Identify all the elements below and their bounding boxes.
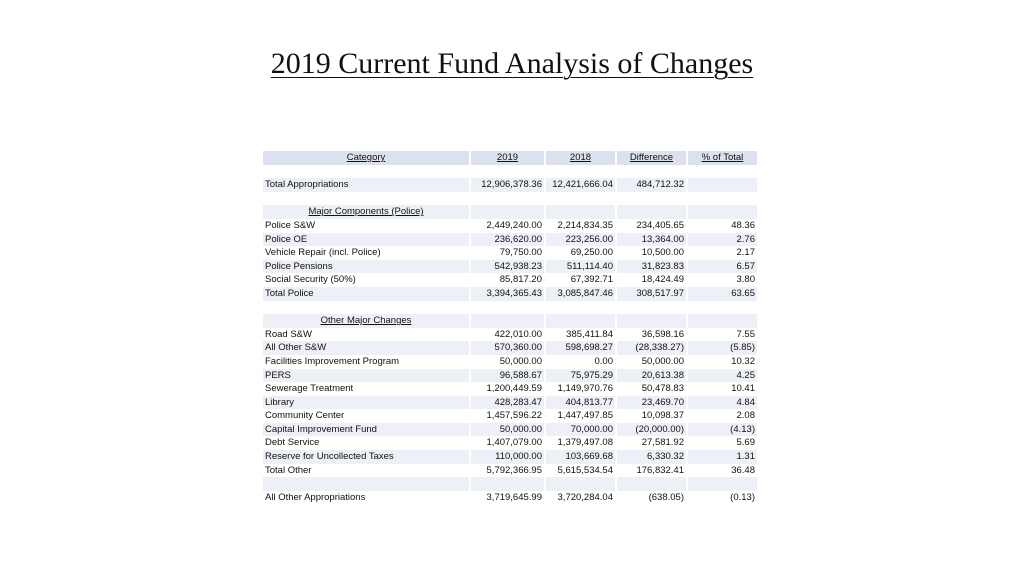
value-pct: 5.69 bbox=[688, 436, 759, 450]
fund-analysis-table bbox=[263, 151, 759, 504]
spacer-row bbox=[263, 301, 759, 315]
value-pct: 2.76 bbox=[688, 233, 759, 247]
value-2019: 50,000.00 bbox=[471, 355, 546, 369]
value-2019: 570,360.00 bbox=[471, 341, 546, 355]
value-difference: 13,364.00 bbox=[617, 233, 688, 247]
value-2019: 236,620.00 bbox=[471, 233, 546, 247]
value-difference: (20,000.00) bbox=[617, 423, 688, 437]
value-difference: 23,469.70 bbox=[617, 396, 688, 410]
header-row bbox=[263, 151, 759, 165]
row-label: Social Security (50%) bbox=[263, 273, 471, 287]
value-2019: 3,394,365.43 bbox=[471, 287, 546, 301]
value-difference: (638.05) bbox=[617, 491, 688, 505]
value-2018: 223,256.00 bbox=[546, 233, 617, 247]
row-label: Sewerage Treatment bbox=[263, 382, 471, 396]
value-pct: 3.80 bbox=[688, 273, 759, 287]
table-row bbox=[263, 423, 759, 437]
row-label: Road S&W bbox=[263, 328, 471, 342]
table-row bbox=[263, 273, 759, 287]
value-2018: 1,149,970.76 bbox=[546, 382, 617, 396]
header-difference: Difference bbox=[617, 151, 688, 165]
value-2018: 67,392.71 bbox=[546, 273, 617, 287]
table-row bbox=[263, 436, 759, 450]
page-title bbox=[0, 44, 1024, 84]
police-section-heading-row bbox=[263, 205, 759, 219]
row-label: Police OE bbox=[263, 233, 471, 247]
value-pct: (4.13) bbox=[688, 423, 759, 437]
value-difference: 10,098.37 bbox=[617, 409, 688, 423]
value-2018: 5,615,534.54 bbox=[546, 464, 617, 478]
row-label: All Other S&W bbox=[263, 341, 471, 355]
value-difference: 20,613.38 bbox=[617, 369, 688, 383]
table-row bbox=[263, 369, 759, 383]
row-label: Vehicle Repair (incl. Police) bbox=[263, 246, 471, 260]
spacer-row bbox=[263, 192, 759, 206]
table-row bbox=[263, 328, 759, 342]
value-2019: 12,906,378.36 bbox=[471, 178, 546, 192]
page-title-text: 2019 Current Fund Analysis of Changes bbox=[270, 47, 754, 80]
value-pct: 36.48 bbox=[688, 464, 759, 478]
value-2019: 1,200,449.59 bbox=[471, 382, 546, 396]
value-2018: 12,421,666.04 bbox=[546, 178, 617, 192]
header-pct-total: % of Total bbox=[688, 151, 759, 165]
value-difference: 10,500.00 bbox=[617, 246, 688, 260]
row-label: Debt Service bbox=[263, 436, 471, 450]
section-heading-row bbox=[263, 314, 759, 328]
row-label: Police Pensions bbox=[263, 260, 471, 274]
spacer-row bbox=[263, 165, 759, 179]
value-difference: 50,478.83 bbox=[617, 382, 688, 396]
value-2019: 542,938.23 bbox=[471, 260, 546, 274]
value-pct: 10.41 bbox=[688, 382, 759, 396]
value-difference: (28,338.27) bbox=[617, 341, 688, 355]
value-pct: 48.36 bbox=[688, 219, 759, 233]
row-label: Total Police bbox=[263, 287, 471, 301]
row-label: All Other Appropriations bbox=[263, 491, 471, 505]
value-2019: 1,407,079.00 bbox=[471, 436, 546, 450]
value-pct: 7.55 bbox=[688, 328, 759, 342]
value-difference: 484,712.32 bbox=[617, 178, 688, 192]
value-2018: 69,250.00 bbox=[546, 246, 617, 260]
table-row bbox=[263, 396, 759, 410]
table-row bbox=[263, 219, 759, 233]
table-row bbox=[263, 464, 759, 478]
value-2018: 598,698.27 bbox=[546, 341, 617, 355]
table-row bbox=[263, 233, 759, 247]
value-difference: 36,598.16 bbox=[617, 328, 688, 342]
value-2018: 404,813.77 bbox=[546, 396, 617, 410]
spacer-row bbox=[263, 477, 759, 491]
header-2019: 2019 bbox=[471, 151, 546, 165]
value-2018: 511,114.40 bbox=[546, 260, 617, 274]
value-difference: 308,517.97 bbox=[617, 287, 688, 301]
value-2019: 96,588.67 bbox=[471, 369, 546, 383]
value-2018: 2,214,834.35 bbox=[546, 219, 617, 233]
value-2018: 1,447,497.85 bbox=[546, 409, 617, 423]
value-2019: 79,750.00 bbox=[471, 246, 546, 260]
row-label: Facilities Improvement Program bbox=[263, 355, 471, 369]
value-2019: 110,000.00 bbox=[471, 450, 546, 464]
value-pct: 10.32 bbox=[688, 355, 759, 369]
value-difference: 27,581.92 bbox=[617, 436, 688, 450]
value-2018: 103,669.68 bbox=[546, 450, 617, 464]
table-row bbox=[263, 355, 759, 369]
value-2019: 2,449,240.00 bbox=[471, 219, 546, 233]
table-row bbox=[263, 287, 759, 301]
value-pct: 2.17 bbox=[688, 246, 759, 260]
row-label: Community Center bbox=[263, 409, 471, 423]
value-2019: 1,457,596.22 bbox=[471, 409, 546, 423]
section-heading: Other Major Changes bbox=[263, 314, 471, 328]
header-2018: 2018 bbox=[546, 151, 617, 165]
value-2018: 385,411.84 bbox=[546, 328, 617, 342]
value-pct: 6.57 bbox=[688, 260, 759, 274]
section-heading: Major Components (Police) bbox=[263, 205, 471, 219]
row-label: Capital Improvement Fund bbox=[263, 423, 471, 437]
value-2018: 75,975.29 bbox=[546, 369, 617, 383]
value-2019: 50,000.00 bbox=[471, 423, 546, 437]
value-2019: 3,719,645.99 bbox=[471, 491, 546, 505]
value-2018: 70,000.00 bbox=[546, 423, 617, 437]
value-pct: 4.25 bbox=[688, 369, 759, 383]
table-row bbox=[263, 260, 759, 274]
table-row bbox=[263, 341, 759, 355]
table-row bbox=[263, 491, 759, 505]
value-difference: 31,823.83 bbox=[617, 260, 688, 274]
table-row bbox=[263, 409, 759, 423]
header-category: Category bbox=[263, 151, 471, 165]
row-label: Total Appropriations bbox=[263, 178, 471, 192]
value-difference: 234,405.65 bbox=[617, 219, 688, 233]
value-2018: 3,720,284.04 bbox=[546, 491, 617, 505]
row-label: PERS bbox=[263, 369, 471, 383]
value-pct bbox=[688, 178, 759, 192]
value-2018: 0.00 bbox=[546, 355, 617, 369]
row-label: Library bbox=[263, 396, 471, 410]
value-pct: 4.84 bbox=[688, 396, 759, 410]
value-2019: 428,283.47 bbox=[471, 396, 546, 410]
value-pct: (5.85) bbox=[688, 341, 759, 355]
value-pct: 63.65 bbox=[688, 287, 759, 301]
value-pct: 1.31 bbox=[688, 450, 759, 464]
row-label: Reserve for Uncollected Taxes bbox=[263, 450, 471, 464]
value-2018: 3,085,847.46 bbox=[546, 287, 617, 301]
value-2019: 5,792,366.95 bbox=[471, 464, 546, 478]
table-row bbox=[263, 450, 759, 464]
total-appropriations-row bbox=[263, 178, 759, 192]
table-row bbox=[263, 382, 759, 396]
row-label: Total Other bbox=[263, 464, 471, 478]
value-difference: 50,000.00 bbox=[617, 355, 688, 369]
row-label: Police S&W bbox=[263, 219, 471, 233]
value-2018: 1,379,497.08 bbox=[546, 436, 617, 450]
value-2019: 422,010.00 bbox=[471, 328, 546, 342]
value-pct: 2.08 bbox=[688, 409, 759, 423]
value-difference: 18,424.49 bbox=[617, 273, 688, 287]
value-pct: (0.13) bbox=[688, 491, 759, 505]
value-difference: 6,330.32 bbox=[617, 450, 688, 464]
value-difference: 176,832.41 bbox=[617, 464, 688, 478]
value-2019: 85,817.20 bbox=[471, 273, 546, 287]
table-row bbox=[263, 246, 759, 260]
